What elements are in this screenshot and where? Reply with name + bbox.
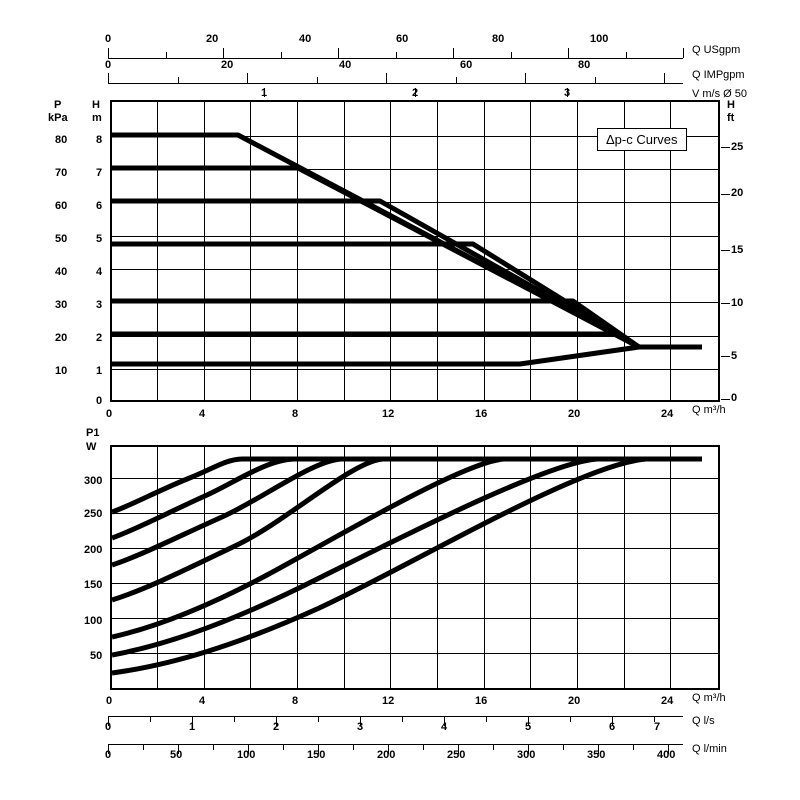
impgpm-tick-80: 80 xyxy=(578,59,591,71)
hm-tick-8: 8 xyxy=(96,134,103,146)
p-tick-60: 60 xyxy=(55,200,68,212)
impgpm-axis-line xyxy=(108,83,683,84)
impgpm-tick-60: 60 xyxy=(460,59,473,71)
p1-axis-title-line1: P1 xyxy=(86,427,100,439)
p-tick-20: 20 xyxy=(55,332,68,344)
hm-tick-0: 0 xyxy=(96,395,103,407)
q2-axis-title: Q m³/h xyxy=(692,692,726,704)
hft-tick-25: 25 xyxy=(731,141,744,153)
p1-tick-300: 300 xyxy=(84,475,103,487)
hft-tick-5: 5 xyxy=(731,350,738,362)
dp-c-curves-badge: Δp-c Curves xyxy=(597,128,687,151)
lmin-tick-0: 0 xyxy=(105,749,112,761)
p-tick-30: 30 xyxy=(55,299,68,311)
p1-tick-200: 200 xyxy=(84,544,103,556)
q1-tick-20: 20 xyxy=(568,408,581,420)
usgpm-tick-60: 60 xyxy=(396,33,409,45)
lmin-tick-150: 150 xyxy=(307,749,326,761)
p1-tick-250: 250 xyxy=(84,508,103,520)
power-curve-plot xyxy=(110,445,720,690)
lmin-tick-400: 400 xyxy=(657,749,676,761)
usgpm-tick-40: 40 xyxy=(299,33,312,45)
lmin-axis-line xyxy=(108,744,683,745)
q2-tick-20: 20 xyxy=(568,695,581,707)
ls-tick-5: 5 xyxy=(525,721,532,733)
impgpm-tick-0: 0 xyxy=(105,59,112,71)
velocity-tick-1: 1 xyxy=(261,87,268,99)
hm-tick-4: 4 xyxy=(96,266,103,278)
ls-tick-7: 7 xyxy=(654,721,661,733)
impgpm-axis-title: Q IMPgpm xyxy=(692,69,745,81)
hm-tick-6: 6 xyxy=(96,200,103,212)
h-axis-title-line1: H xyxy=(92,99,100,111)
p-tick-10: 10 xyxy=(55,365,68,377)
h-axis-title-line2: m xyxy=(92,112,102,124)
q2-tick-12: 12 xyxy=(382,695,395,707)
ls-tick-0: 0 xyxy=(105,721,112,733)
lmin-tick-300: 300 xyxy=(517,749,536,761)
p-tick-40: 40 xyxy=(55,266,68,278)
impgpm-tick-20: 20 xyxy=(221,59,234,71)
velocity-axis-title: V m/s Ø 50 xyxy=(692,88,748,100)
lmin-tick-350: 350 xyxy=(587,749,606,761)
impgpm-tick-40: 40 xyxy=(339,59,352,71)
hft-tick-15: 15 xyxy=(731,244,744,256)
usgpm-tick-80: 80 xyxy=(492,33,505,45)
p-tick-80: 80 xyxy=(55,134,68,146)
ls-tick-6: 6 xyxy=(609,721,616,733)
q1-tick-24: 24 xyxy=(661,408,674,420)
ls-tick-3: 3 xyxy=(357,721,364,733)
hft-tick-0: 0 xyxy=(731,392,738,404)
p1-tick-50: 50 xyxy=(90,650,103,662)
usgpm-axis-line xyxy=(108,58,683,59)
lmin-tick-100: 100 xyxy=(237,749,256,761)
q2-tick-24: 24 xyxy=(661,695,674,707)
usgpm-tick-0: 0 xyxy=(105,33,112,45)
ls-tick-4: 4 xyxy=(441,721,448,733)
p1-tick-100: 100 xyxy=(84,615,103,627)
p-axis-title-line2: kPa xyxy=(48,112,68,124)
hft-axis-title-line2: ft xyxy=(727,112,735,124)
p1-tick-150: 150 xyxy=(84,579,103,591)
hm-tick-7: 7 xyxy=(96,167,103,179)
velocity-tick-3: 3 xyxy=(564,87,571,99)
hft-tick-10: 10 xyxy=(731,297,744,309)
hm-tick-1: 1 xyxy=(96,365,103,377)
q2-tick-0: 0 xyxy=(106,695,113,707)
p-axis-title-line1: P xyxy=(54,99,62,111)
ls-axis-line xyxy=(108,716,683,717)
lmin-axis-title: Q l/min xyxy=(692,743,727,755)
ls-axis-title: Q l/s xyxy=(692,715,715,727)
ls-tick-1: 1 xyxy=(189,721,196,733)
usgpm-tick-100: 100 xyxy=(590,33,609,45)
p1-axis-title-line2: W xyxy=(86,441,97,453)
q2-tick-4: 4 xyxy=(199,695,206,707)
power-curve-lines xyxy=(112,447,718,688)
usgpm-tick-20: 20 xyxy=(206,33,219,45)
hm-tick-3: 3 xyxy=(96,299,103,311)
usgpm-axis-title: Q USgpm xyxy=(692,44,741,56)
p-tick-70: 70 xyxy=(55,167,68,179)
q1-tick-0: 0 xyxy=(106,408,113,420)
hm-tick-5: 5 xyxy=(96,233,103,245)
lmin-tick-200: 200 xyxy=(377,749,396,761)
hft-axis-title-line1: H xyxy=(727,99,735,111)
q1-tick-12: 12 xyxy=(382,408,395,420)
q1-tick-16: 16 xyxy=(475,408,488,420)
lmin-tick-50: 50 xyxy=(170,749,183,761)
hm-tick-2: 2 xyxy=(96,332,103,344)
p-tick-50: 50 xyxy=(55,233,68,245)
lmin-tick-250: 250 xyxy=(447,749,466,761)
velocity-tick-2: 2 xyxy=(412,87,419,99)
q1-tick-8: 8 xyxy=(292,408,299,420)
q2-tick-16: 16 xyxy=(475,695,488,707)
q1-axis-title: Q m³/h xyxy=(692,404,726,416)
q2-tick-8: 8 xyxy=(292,695,299,707)
hft-tick-20: 20 xyxy=(731,187,744,199)
ls-tick-2: 2 xyxy=(273,721,280,733)
q1-tick-4: 4 xyxy=(199,408,206,420)
